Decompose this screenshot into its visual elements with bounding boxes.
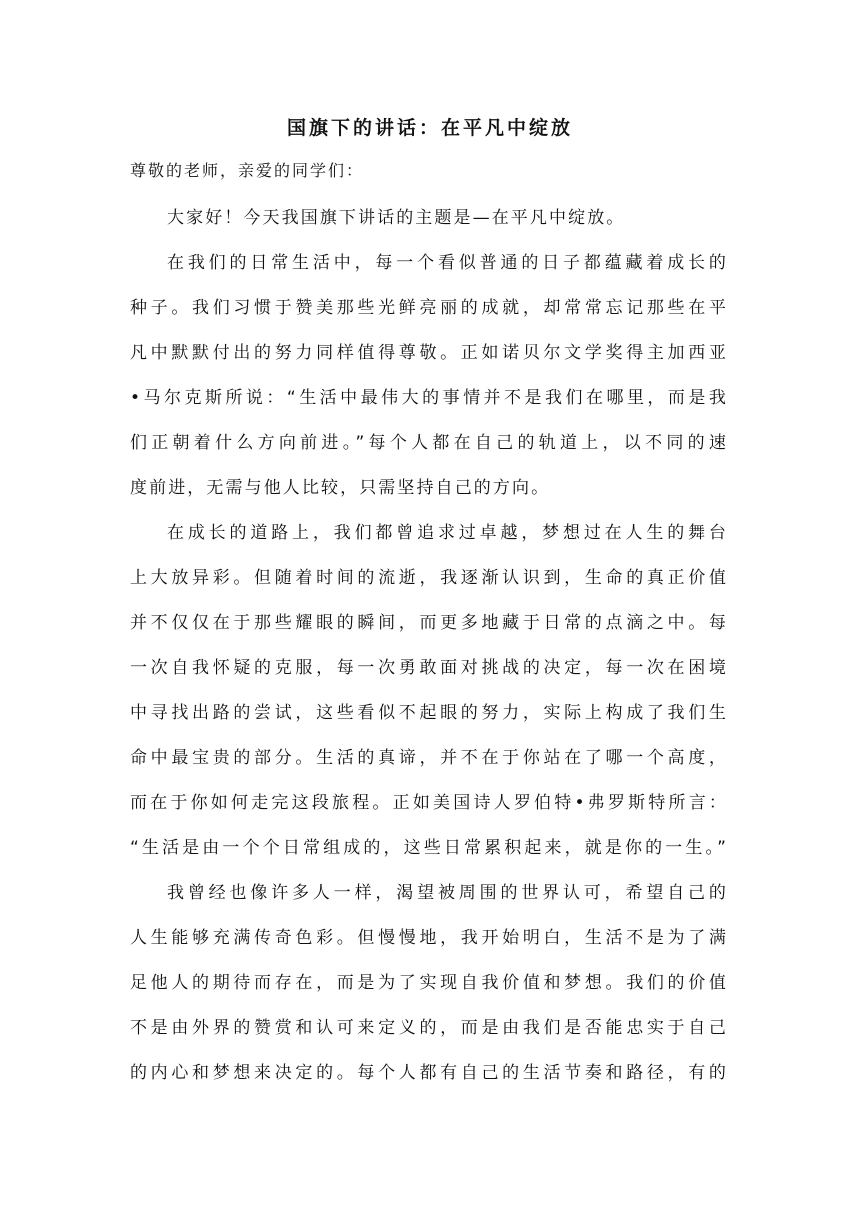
paragraph-line: 而在于你如何走完这段旅程。正如美国诗人罗伯特•弗罗斯特所言：	[130, 793, 728, 813]
paragraph-line: 并不仅仅在于那些耀眼的瞬间，而更多地藏于日常的点滴之中。每	[130, 613, 728, 633]
paragraph-line: 不是由外界的赞赏和认可来定义的，而是由我们是否能忠实于自己	[130, 1018, 728, 1038]
paragraph-line: 足他人的期待而存在，而是为了实现自我价值和梦想。我们的价值	[130, 973, 728, 993]
paragraph-line: 在成长的道路上，我们都曾追求过卓越，梦想过在人生的舞台	[167, 523, 728, 543]
paragraph-line: •马尔克斯所说：“生活中最伟大的事情并不是我们在哪里，而是我	[130, 388, 728, 408]
paragraph-line: 我曾经也像许多人一样，渴望被周围的世界认可，希望自己的	[167, 883, 728, 903]
salutation: 尊敬的老师，亲爱的同学们：	[130, 161, 365, 180]
paragraph-line: 命中最宝贵的部分。生活的真谛，并不在于你站在了哪一个高度，	[130, 748, 728, 768]
paragraph-line: 们正朝着什么方向前进。”每个人都在自己的轨道上，以不同的速	[130, 433, 728, 453]
paragraph-line: 人生能够充满传奇色彩。但慢慢地，我开始明白，生活不是为了满	[130, 928, 728, 948]
paragraph-line: 度前进，无需与他人比较，只需坚持自己的方向。	[130, 478, 551, 498]
paragraph-line: 在我们的日常生活中，每一个看似普通的日子都蕴藏着成长的	[167, 253, 728, 273]
paragraph-line: 种子。我们习惯于赞美那些光鲜亮丽的成就，却常常忘记那些在平	[130, 298, 728, 318]
document-title: 国旗下的讲话：在平凡中绽放	[286, 117, 573, 139]
paragraph-line: 的内心和梦想来决定的。每个人都有自己的生活节奏和路径，有的	[130, 1063, 728, 1083]
paragraph-line: 凡中默默付出的努力同样值得尊敬。正如诺贝尔文学奖得主加西亚	[130, 343, 728, 363]
paragraph-line: 上大放异彩。但随着时间的流逝，我逐渐认识到，生命的真正价值	[130, 568, 728, 588]
paragraph-line: 一次自我怀疑的克服，每一次勇敢面对挑战的决定，每一次在困境	[130, 658, 728, 678]
paragraph-line: “生活是由一个个日常组成的，这些日常累积起来，就是你的一生。”	[130, 838, 728, 858]
paragraph-line: 大家好！今天我国旗下讲话的主题是—在平凡中绽放。	[167, 208, 626, 228]
paragraph-line: 中寻找出路的尝试，这些看似不起眼的努力，实际上构成了我们生	[130, 703, 728, 723]
